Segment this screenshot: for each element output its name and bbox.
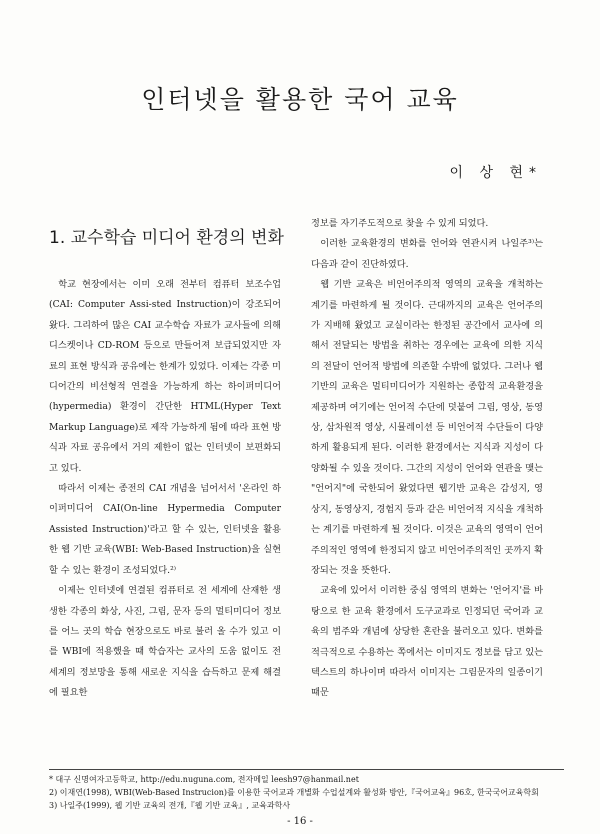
footnote-divider: [49, 769, 564, 770]
footnotes: [49, 773, 564, 812]
page-number: - 16 -: [287, 816, 313, 827]
footnote: 2) 이재연(1998), WBI(Web-Based Instrucion)를 이용한 국어교과 개별화 수업설계와 활성화 방안,『국어교육』96호, 한국국어교육학회: [49, 788, 539, 797]
body-paragraph: 따라서 이제는 종전의 CAI 개념을 넘어서서 '온라인 하이퍼미디어 CAI(On-line Hypermedia Computer Assisted Instruction)'라고 할 수 있는, 인터넷을 활용한 웹 기반 교육(WBI: Web-Based Instruction)을 실현할 수 있는 환경이 조성되었다.²⁾: [49, 483, 281, 576]
footnote: * 대구 신명여자고등학교, http://edu.nuguna.com, 전자메일 leesh97@hanmail.net: [49, 775, 359, 784]
body-paragraph: 이제는 인터넷에 연결된 컴퓨터로 전 세계에 산재한 생생한 각종의 화상, 사진, 그림, 문자 등의 멀티미디어 정보를 어느 곳의 학습 현장으로도 바로 불러 올 수가 있고 이를 WBI에 적용했을 때 학습자는 교사의 도움 없이도 전 세계의 정보망을 통해 새로운 지식을 습득하고 문제 해결에 필요한: [49, 585, 281, 699]
right-column: [311, 214, 543, 704]
body-paragraph: 학교 현장에서는 이미 오래 전부터 컴퓨터 보조수업(CAI: Computer Assi-sted Instruction)이 강조되어 왔다. 그리하여 많은 CAI 교수학습 자료가 교사들에 의해 디스켓이나 CD-ROM 등으로 만들어져 보급되었지만 자료의 표현 방식과 공유에는 한계가 있었다. 이제는 각종 미디어간의 비선형적 연결을 가능하게 하는 하이퍼미디어(hypermedia) 환경이 간단한 HTML(Hyper Text Markup Language)로 제작 가능하게 됨에 따라 표현 방식과 자료 공유에서 거의 제한이 없는 인터넷이 보편화되고 있다.: [49, 279, 281, 474]
page-title: 인터넷을 활용한 국어 교육: [141, 85, 459, 114]
footnote: 3) 나일주(1999), 웹 기반 교육의 전개,『웹 기반 교육』, 교육과학사: [49, 801, 291, 810]
section-heading: 1. 교수학습 미디어 환경의 변화: [49, 228, 284, 248]
body-paragraph: 교육에 있어서 이러한 중심 영역의 변화는 '언어지'를 바탕으로 한 교육 환경에서 도구교과로 인정되던 국어과 교육의 범주와 개념에 상당한 혼란을 불러오고 있다. 변화를 적극적으로 수용하는 쪽에서는 이미지도 정보를 담고 있는 텍스트의 하나이며 따라서 이미지는 그림문자의 일종이기 때문: [311, 585, 543, 699]
quoted-paragraph: 웹 기반 교육은 비언어주의적 영역의 교육을 개척하는 계기를 마련하게 될 것이다. 근대까지의 교육은 언어주의가 지배해 왔었고 교실이라는 한정된 공간에서 교사에 의해서 전달되는 방법을 취하는 경우에는 교육에 의한 지식의 전달이 언어적 방법에 의존할 수밖에 없었다. 그러나 웹 기반의 교육은 멀티미디어가 지원하는 종합적 교육환경을 제공하며 여기에는 언어적 수단에 덧붙여 그림, 영상, 동영상, 삼차원적 영상, 시뮬레이션 등 비언어적 수단들이 다양하게 활용되게 된다. 이러한 환경에서는 지식과 지성이 다양화될 수 있을 것이다. 그간의 지성이 언어와 연관을 맺는 "언어지"에 국한되어 왔었다면 웹기반 교육은 감성지, 영상지, 동영상지, 경험지 등과 같은 비언어적 지식을 개척하는 계기를 마련하게 될 것이다. 이것은 교육의 영역이 언어주의적인 영역에 한정되지 않고 비언어주의적인 곳까지 확장되는 것을 뜻한다.: [311, 279, 543, 576]
body-paragraph: 정보를 자기주도적으로 찾을 수 있게 되었다.: [311, 218, 489, 229]
left-column: [49, 215, 284, 704]
body-paragraph: 이러한 교육환경의 변화를 언어와 연관시켜 나일주³⁾는 다음과 같이 진단하였다.: [311, 238, 543, 270]
author-name: 이 상 현*: [449, 165, 542, 181]
